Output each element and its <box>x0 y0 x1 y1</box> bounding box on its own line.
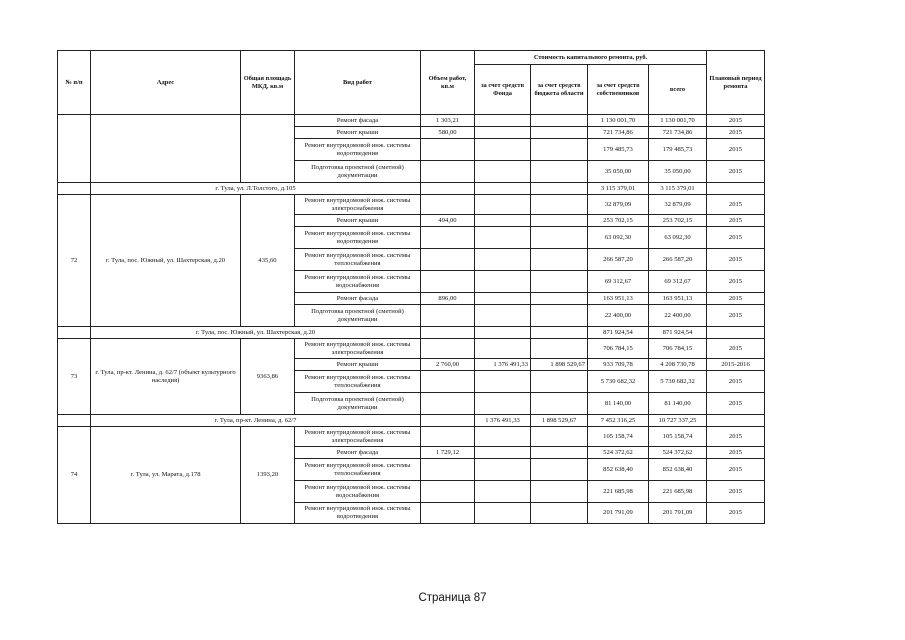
owners-cell: 253 702,15 <box>588 215 649 227</box>
work-type-cell: Подготовка проектной (сметной) документации <box>295 161 421 183</box>
header-cost-group: Стоимость капитального ремонта, руб. <box>475 51 707 65</box>
subtotal-total: 3 115 379,01 <box>649 183 707 195</box>
period-cell: 2015 <box>707 447 765 459</box>
work-type-cell: Ремонт фасада <box>295 293 421 305</box>
owners-cell: 706 784,15 <box>588 339 649 359</box>
total-cell: 22 400,00 <box>649 305 707 327</box>
owners-cell: 179 485,73 <box>588 139 649 161</box>
volume-cell: 494,00 <box>421 215 475 227</box>
work-type-cell: Ремонт внутридомовой инж. системы водоотведения <box>295 139 421 161</box>
table-row <box>58 115 765 127</box>
region-budget-cell <box>531 305 588 327</box>
header-area: Общая площадь МКД, кв.м <box>241 51 295 115</box>
table-row <box>58 427 765 447</box>
volume-cell: 1 303,21 <box>421 115 475 127</box>
subtotal-period-cell <box>707 415 765 427</box>
row-number <box>58 115 91 183</box>
work-type-cell: Ремонт внутридомовой инж. системы электроснабжения <box>295 339 421 359</box>
owners-cell: 221 685,98 <box>588 481 649 503</box>
subtotal-row <box>58 183 765 195</box>
fund-cell <box>475 249 531 271</box>
volume-cell <box>421 227 475 249</box>
work-type-cell: Ремонт внутридомовой инж. системы водоотведения <box>295 503 421 524</box>
region-budget-cell <box>531 227 588 249</box>
region-budget-cell <box>531 127 588 139</box>
table-row <box>58 339 765 359</box>
subtotal-label: г. Тула, пр-кт. Ленина, д. 62/7 <box>91 415 421 427</box>
region-budget-cell <box>531 393 588 415</box>
header-total: всего <box>649 65 707 115</box>
total-cell: 4 208 730,78 <box>649 359 707 371</box>
total-cell: 81 140,00 <box>649 393 707 415</box>
subtotal-region-budget <box>531 327 588 339</box>
work-type-cell: Ремонт внутридомовой инж. системы водоснабжения <box>295 271 421 293</box>
work-type-cell: Ремонт внутридомовой инж. системы теплоснабжения <box>295 459 421 481</box>
table-body <box>58 115 765 524</box>
period-cell: 2015 <box>707 249 765 271</box>
fund-cell <box>475 447 531 459</box>
owners-cell: 81 140,00 <box>588 393 649 415</box>
fund-cell <box>475 481 531 503</box>
owners-cell: 201 791,09 <box>588 503 649 524</box>
total-cell: 163 951,13 <box>649 293 707 305</box>
header-fund: за счет средств Фонда <box>475 65 531 115</box>
subtotal-region-budget: 1 898 529,67 <box>531 415 588 427</box>
period-cell: 2015 <box>707 393 765 415</box>
fund-cell: 1 376 491,33 <box>475 359 531 371</box>
fund-cell <box>475 393 531 415</box>
fund-cell <box>475 459 531 481</box>
work-type-cell: Ремонт фасада <box>295 447 421 459</box>
total-cell: 201 791,09 <box>649 503 707 524</box>
period-cell: 2015 <box>707 305 765 327</box>
region-budget-cell <box>531 339 588 359</box>
region-budget-cell <box>531 371 588 393</box>
period-cell: 2015 <box>707 139 765 161</box>
row-number: 72 <box>58 195 91 327</box>
owners-cell: 933 709,78 <box>588 359 649 371</box>
fund-cell <box>475 161 531 183</box>
subtotal-num-cell <box>58 415 91 427</box>
region-budget-cell <box>531 447 588 459</box>
area-cell: 435,60 <box>241 195 295 327</box>
owners-cell: 32 879,09 <box>588 195 649 215</box>
work-type-cell: Ремонт фасада <box>295 115 421 127</box>
work-type-cell: Ремонт внутридомовой инж. системы теплоснабжения <box>295 249 421 271</box>
period-cell: 2015 <box>707 195 765 215</box>
period-cell: 2015 <box>707 459 765 481</box>
work-type-cell: Ремонт крыши <box>295 215 421 227</box>
subtotal-owners: 3 115 379,01 <box>588 183 649 195</box>
region-budget-cell <box>531 195 588 215</box>
fund-cell <box>475 227 531 249</box>
header-period: Плановый период ремонта <box>707 51 765 115</box>
header-owners: за счет средств собственников <box>588 65 649 115</box>
owners-cell: 524 372,62 <box>588 447 649 459</box>
period-cell: 2015 <box>707 227 765 249</box>
period-cell: 2015-2016 <box>707 359 765 371</box>
region-budget-cell <box>531 139 588 161</box>
region-budget-cell <box>531 293 588 305</box>
fund-cell <box>475 427 531 447</box>
fund-cell <box>475 139 531 161</box>
subtotal-volume-cell <box>421 415 475 427</box>
header-volume: Объем работ, кв.м <box>421 51 475 115</box>
period-cell: 2015 <box>707 161 765 183</box>
period-cell: 2015 <box>707 427 765 447</box>
header-address: Адрес <box>91 51 241 115</box>
address-cell <box>91 115 241 183</box>
address-cell: г. Тула, пос. Южный, ул. Шахтерская, д.20 <box>91 195 241 327</box>
work-type-cell: Ремонт внутридомовой инж. системы электроснабжения <box>295 427 421 447</box>
fund-cell <box>475 305 531 327</box>
region-budget-cell <box>531 215 588 227</box>
subtotal-row <box>58 415 765 427</box>
owners-cell: 22 400,00 <box>588 305 649 327</box>
volume-cell: 896,00 <box>421 293 475 305</box>
volume-cell <box>421 481 475 503</box>
page-number: Страница 87 <box>418 592 487 604</box>
subtotal-owners: 7 452 316,25 <box>588 415 649 427</box>
total-cell: 69 312,67 <box>649 271 707 293</box>
total-cell: 524 372,62 <box>649 447 707 459</box>
volume-cell <box>421 195 475 215</box>
total-cell: 1 130 001,70 <box>649 115 707 127</box>
region-budget-cell <box>531 503 588 524</box>
owners-cell: 266 587,20 <box>588 249 649 271</box>
total-cell: 706 784,15 <box>649 339 707 359</box>
fund-cell <box>475 115 531 127</box>
area-cell: 1393,20 <box>241 427 295 524</box>
volume-cell <box>421 249 475 271</box>
owners-cell: 35 050,00 <box>588 161 649 183</box>
subtotal-num-cell <box>58 183 91 195</box>
fund-cell <box>475 293 531 305</box>
subtotal-fund: 1 376 491,33 <box>475 415 531 427</box>
capital-repair-table <box>57 50 765 524</box>
volume-cell <box>421 305 475 327</box>
subtotal-period-cell <box>707 327 765 339</box>
work-type-cell: Ремонт внутридомовой инж. системы водоснабжения <box>295 481 421 503</box>
subtotal-label: г. Тула, пос. Южный, ул. Шахтерская, д.20 <box>91 327 421 339</box>
total-cell: 179 485,73 <box>649 139 707 161</box>
volume-cell: 2 760,00 <box>421 359 475 371</box>
region-budget-cell: 1 898 529,67 <box>531 359 588 371</box>
area-cell: 9363,86 <box>241 339 295 415</box>
volume-cell <box>421 503 475 524</box>
work-type-cell: Ремонт крыши <box>295 127 421 139</box>
period-cell: 2015 <box>707 293 765 305</box>
work-type-cell: Ремонт крыши <box>295 359 421 371</box>
subtotal-total: 10 727 337,25 <box>649 415 707 427</box>
period-cell: 2015 <box>707 115 765 127</box>
fund-cell <box>475 339 531 359</box>
owners-cell: 69 312,67 <box>588 271 649 293</box>
owners-cell: 5 730 682,32 <box>588 371 649 393</box>
volume-cell <box>421 271 475 293</box>
total-cell: 35 050,00 <box>649 161 707 183</box>
subtotal-volume-cell <box>421 327 475 339</box>
subtotal-region-budget <box>531 183 588 195</box>
total-cell: 721 734,86 <box>649 127 707 139</box>
address-cell: г. Тула, ул. Марата, д.178 <box>91 427 241 524</box>
work-type-cell: Ремонт внутридомовой инж. системы теплоснабжения <box>295 371 421 393</box>
volume-cell <box>421 371 475 393</box>
address-cell: г. Тула, пр-кт. Ленина, д. 62/7 (объект культурного наследия) <box>91 339 241 415</box>
area-cell <box>241 115 295 183</box>
owners-cell: 63 092,30 <box>588 227 649 249</box>
volume-cell <box>421 393 475 415</box>
fund-cell <box>475 127 531 139</box>
region-budget-cell <box>531 115 588 127</box>
volume-cell <box>421 139 475 161</box>
subtotal-total: 871 924,54 <box>649 327 707 339</box>
period-cell: 2015 <box>707 339 765 359</box>
fund-cell <box>475 371 531 393</box>
fund-cell <box>475 271 531 293</box>
region-budget-cell <box>531 481 588 503</box>
volume-cell <box>421 427 475 447</box>
header-work-type: Вид работ <box>295 51 421 115</box>
subtotal-row <box>58 327 765 339</box>
work-type-cell: Ремонт внутридомовой инж. системы водоотведения <box>295 227 421 249</box>
fund-cell <box>475 215 531 227</box>
total-cell: 221 685,98 <box>649 481 707 503</box>
work-type-cell: Подготовка проектной (сметной) документации <box>295 393 421 415</box>
total-cell: 852 638,40 <box>649 459 707 481</box>
subtotal-fund <box>475 327 531 339</box>
total-cell: 105 158,74 <box>649 427 707 447</box>
region-budget-cell <box>531 161 588 183</box>
total-cell: 5 730 682,32 <box>649 371 707 393</box>
volume-cell: 580,00 <box>421 127 475 139</box>
region-budget-cell <box>531 249 588 271</box>
owners-cell: 1 130 001,70 <box>588 115 649 127</box>
period-cell: 2015 <box>707 215 765 227</box>
owners-cell: 721 734,86 <box>588 127 649 139</box>
subtotal-num-cell <box>58 327 91 339</box>
work-type-cell: Подготовка проектной (сметной) документации <box>295 305 421 327</box>
total-cell: 266 587,20 <box>649 249 707 271</box>
header-region-budget: за счет средств бюджета области <box>531 65 588 115</box>
period-cell: 2015 <box>707 127 765 139</box>
period-cell: 2015 <box>707 371 765 393</box>
row-number: 73 <box>58 339 91 415</box>
owners-cell: 105 158,74 <box>588 427 649 447</box>
subtotal-volume-cell <box>421 183 475 195</box>
volume-cell <box>421 339 475 359</box>
volume-cell <box>421 459 475 481</box>
header-num: № п/п <box>58 51 91 115</box>
volume-cell: 1 729,12 <box>421 447 475 459</box>
region-budget-cell <box>531 427 588 447</box>
total-cell: 253 702,15 <box>649 215 707 227</box>
fund-cell <box>475 503 531 524</box>
period-cell: 2015 <box>707 503 765 524</box>
period-cell: 2015 <box>707 481 765 503</box>
volume-cell <box>421 161 475 183</box>
table-row <box>58 195 765 215</box>
work-type-cell: Ремонт внутридомовой инж. системы электроснабжения <box>295 195 421 215</box>
subtotal-fund <box>475 183 531 195</box>
total-cell: 32 879,09 <box>649 195 707 215</box>
owners-cell: 852 638,40 <box>588 459 649 481</box>
region-budget-cell <box>531 271 588 293</box>
region-budget-cell <box>531 459 588 481</box>
subtotal-label: г. Тула, ул. Л.Толстого, д.105 <box>91 183 421 195</box>
owners-cell: 163 951,13 <box>588 293 649 305</box>
period-cell: 2015 <box>707 271 765 293</box>
row-number: 74 <box>58 427 91 524</box>
fund-cell <box>475 195 531 215</box>
total-cell: 63 092,30 <box>649 227 707 249</box>
subtotal-owners: 871 924,54 <box>588 327 649 339</box>
subtotal-period-cell <box>707 183 765 195</box>
